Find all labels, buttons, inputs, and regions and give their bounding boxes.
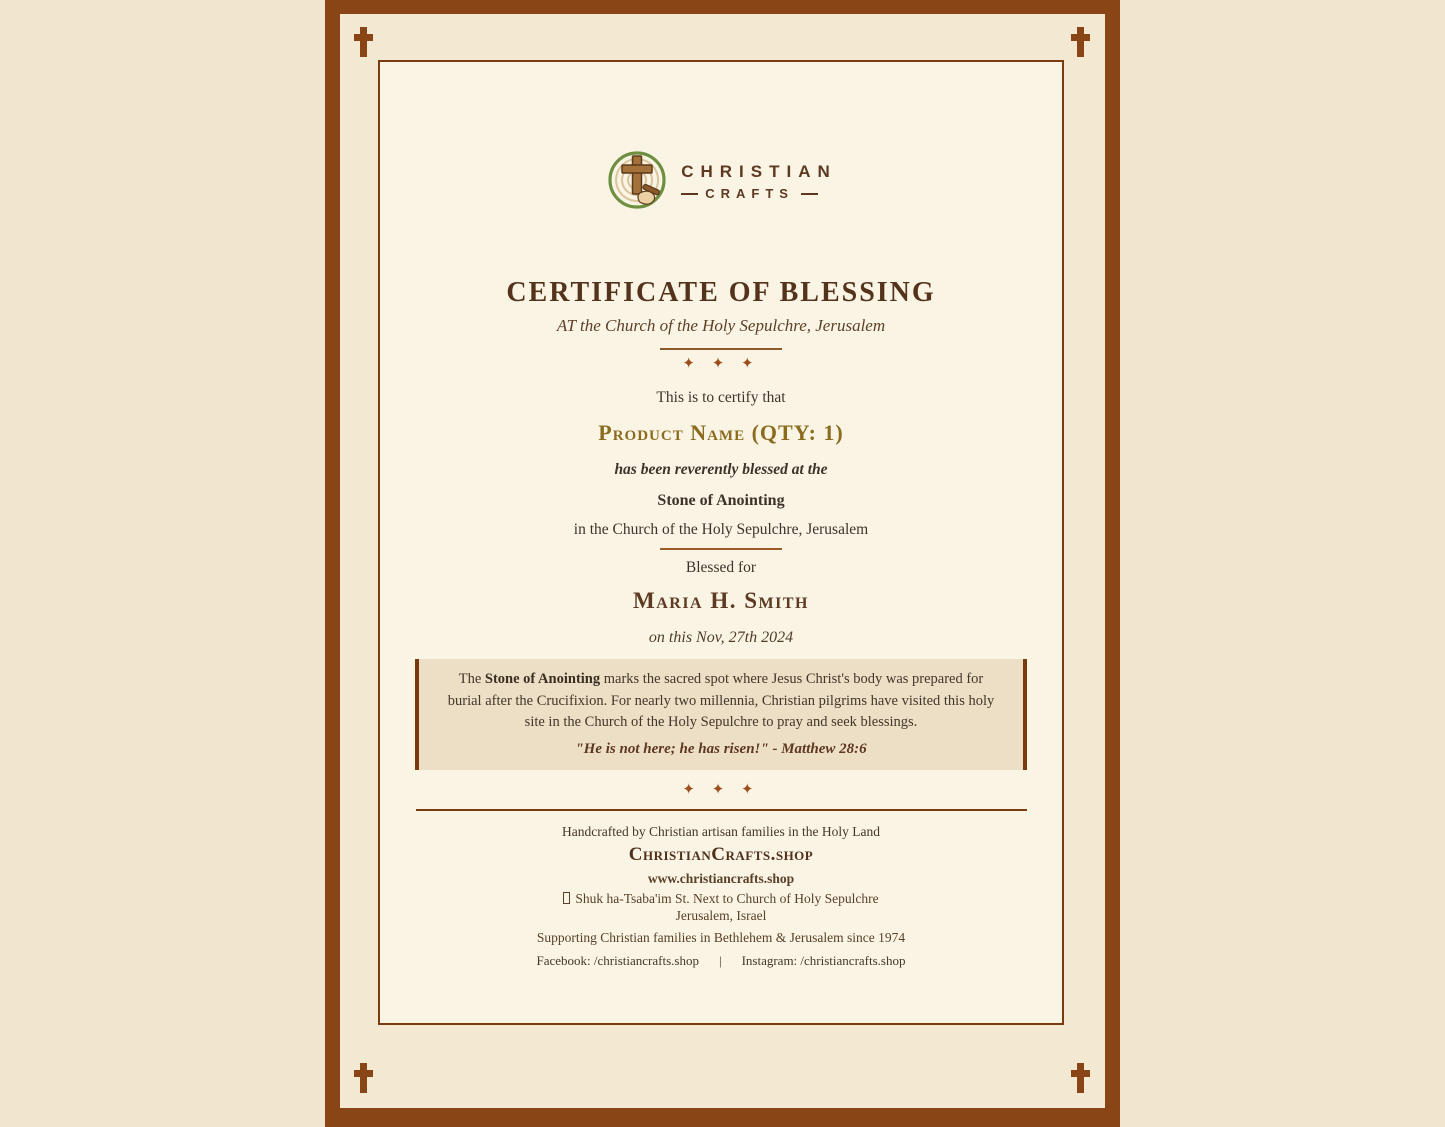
blessed-for-label: Blessed for [685, 559, 757, 577]
cross-icon [1071, 27, 1090, 57]
logo-wordmark-bottom-label: CRAFTS [705, 186, 794, 202]
certificate-subtitle: AT the Church of the Holy Sepulchre, Jerusalem [556, 315, 886, 335]
cross-icon [354, 27, 373, 57]
dash-ornament [801, 193, 818, 195]
facebook-handle: Facebook: /christiancrafts.shop [536, 952, 699, 968]
scripture-quote: "He is not here; he has risen!" - Matthew 28:6 [575, 741, 867, 758]
website-url: www.christiancrafts.shop [647, 871, 795, 887]
location-name: Stone of Anointing [657, 491, 785, 509]
handcrafted-line: Handcrafted by Christian artisan families in the Holy Land [562, 823, 880, 839]
dash-ornament [681, 193, 698, 195]
certificate-paper [378, 60, 1064, 1025]
info-box [415, 659, 1027, 770]
diamond-ornament: ✦ ✦ ✦ [682, 779, 760, 798]
divider-line [660, 548, 782, 550]
address-line-2: Jerusalem, Israel [675, 908, 767, 924]
cross-icon [1071, 1063, 1090, 1093]
product-name: Product Name (QTY: 1) [598, 419, 844, 445]
info-text-bold: Stone of Anointing [484, 670, 601, 687]
divider-line [660, 348, 782, 350]
info-text: The Stone of Anointing marks the sacred spot where Jesus Christ's body was prepared for burial after the Crucifixion. For nearly two millennia, Christian pilgrims have visited this holy site in the Church of the Holy Sepulchre to pray and seek blessings. [447, 670, 995, 731]
certificate-frame [325, 0, 1120, 1127]
location-detail: in the Church of the Holy Sepulchre, Jerusalem [573, 521, 869, 539]
supporting-line: Supporting Christian families in Bethlehem & Jerusalem since 1974 [536, 930, 906, 946]
instagram-handle: Instagram: /christiancrafts.shop [741, 952, 906, 968]
brand-logo [380, 150, 1062, 214]
missing-glyph-icon [563, 892, 570, 904]
address-line-1: Shuk ha-Tsaba'im St. Next to Church of Holy Sepulchre [380, 890, 1062, 908]
frame-mat [340, 14, 1105, 1108]
logo-wordmark [681, 163, 837, 202]
brand-name: ChristianCrafts.shop [628, 844, 814, 866]
cross-carving-logo-icon [605, 148, 669, 217]
cross-icon [354, 1063, 373, 1093]
logo-wordmark-top: CHRISTIAN [681, 161, 837, 181]
certify-line: This is to certify that [656, 388, 786, 406]
logo-wordmark-bottom [681, 186, 837, 201]
recipient-name: Maria H. Smith [633, 587, 809, 613]
separator-pipe: | [718, 952, 722, 968]
footer-divider-line [416, 809, 1027, 811]
certificate-title: CERTIFICATE OF BLESSING [506, 277, 936, 308]
blessing-date: on this Nov, 27th 2024 [648, 629, 794, 647]
diamond-ornament: ✦ ✦ ✦ [682, 353, 760, 372]
social-row [380, 953, 1062, 970]
blessed-line: has been reverently blessed at the [614, 461, 828, 479]
